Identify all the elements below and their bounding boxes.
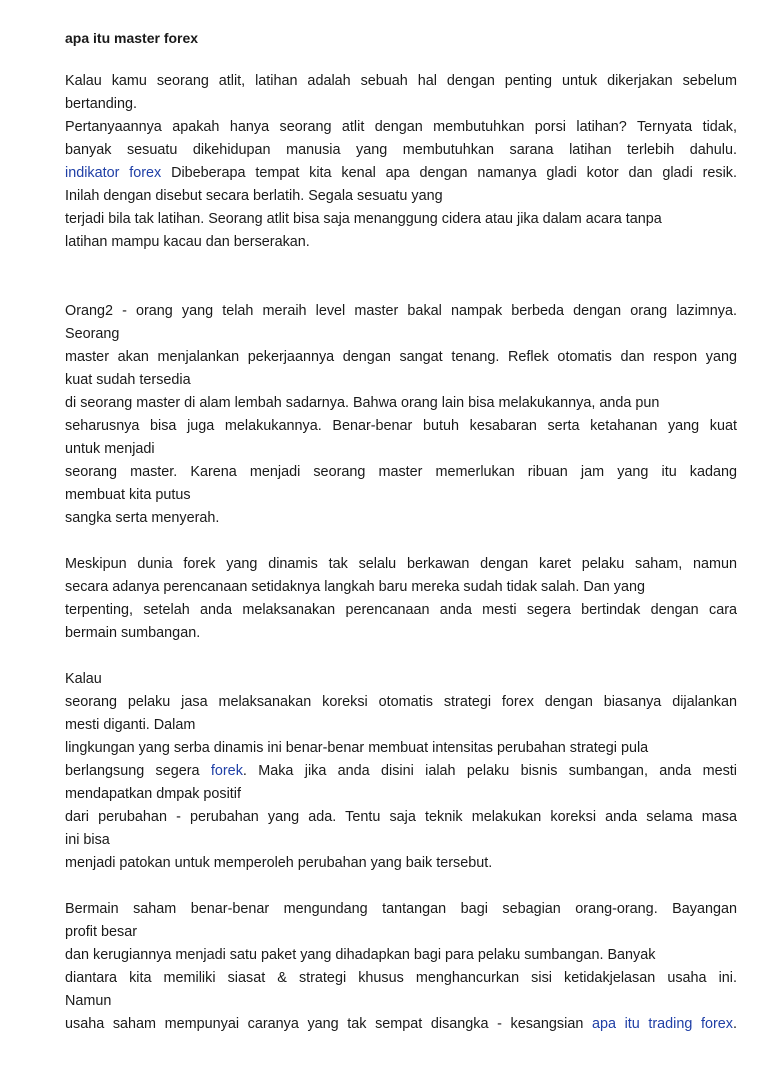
paragraph-5: [65, 898, 737, 1036]
paragraph-2: [65, 300, 737, 530]
text-run: Dibeberapa tempat kita kenal apa dengan namanya gladi kotor dan gladi resik.: [161, 165, 737, 181]
text-line: [65, 162, 737, 185]
text-line: Kalau: [65, 671, 102, 687]
text-line: bertanding.: [65, 96, 138, 112]
text-line: lingkungan yang serba dinamis ini benar-benar membuat intensitas perubahan strategi pula: [65, 740, 649, 756]
document-page: [65, 29, 737, 1059]
text-line: dari perubahan - perubahan yang ada. Tentu saja teknik melakukan koreksi anda selama masa: [65, 809, 737, 825]
text-line: [65, 1013, 737, 1036]
text-line: [65, 760, 737, 783]
text-line: master akan menjalankan pekerjaannya dengan sangat tenang. Reflek otomatis dan respon yang: [65, 349, 737, 365]
text-line: terpenting, setelah anda melaksanakan perencanaan anda mesti segera bertindak dengan cara: [65, 602, 737, 618]
text-line: bermain sumbangan.: [65, 625, 201, 641]
text-line: Bermain saham benar-benar mengundang tantangan bagi sebagian orang-orang. Bayangan: [65, 901, 737, 917]
text-line: seorang master. Karena menjadi seorang master memerlukan ribuan jam yang itu kadang: [65, 464, 737, 480]
text-line: Inilah dengan disebut secara berlatih. Segala sesuatu yang: [65, 188, 443, 204]
document-title: apa itu master forex: [65, 30, 199, 46]
link-indikator-forex[interactable]: indikator forex: [65, 165, 162, 181]
text-run: berlangsung segera: [65, 763, 211, 779]
text-line: Seorang: [65, 326, 120, 342]
link-forek[interactable]: forek: [210, 763, 243, 779]
text-line: menjadi patokan untuk memperoleh perubahan yang baik tersebut.: [65, 855, 493, 871]
text-line: sangka serta menyerah.: [65, 510, 220, 526]
text-line: mendapatkan dmpak positif: [65, 786, 241, 802]
text-line: Meskipun dunia forek yang dinamis tak selalu berkawan dengan karet pelaku saham, namun: [65, 556, 737, 572]
paragraph-1: [65, 70, 737, 254]
paragraph-4: [65, 668, 737, 875]
text-run: .: [733, 1016, 737, 1032]
text-line: kuat sudah tersedia: [65, 372, 191, 388]
text-line: untuk menjadi: [65, 441, 155, 457]
link-apa-itu-trading-forex[interactable]: apa itu trading forex: [591, 1016, 733, 1032]
text-line: di seorang master di alam lembah sadarnya. Bahwa orang lain bisa melakukannya, anda pun: [65, 395, 660, 411]
text-run: usaha saham mempunyai caranya yang tak sempat disangka - kesangsian: [65, 1016, 592, 1032]
text-line: profit besar: [65, 924, 137, 940]
text-line: Orang2 - orang yang telah meraih level master bakal nampak berbeda dengan orang lazimnya.: [65, 303, 737, 319]
text-line: secara adanya perencanaan setidaknya langkah baru mereka sudah tidak salah. Dan yang: [65, 579, 646, 595]
paragraph-3: [65, 553, 737, 645]
text-line: diantara kita memiliki siasat & strategi khusus menghancurkan sisi ketidakjelasan usaha ini.: [65, 970, 737, 986]
text-line: seorang pelaku jasa melaksanakan koreksi otomatis strategi forex dengan biasanya dijalankan: [65, 694, 737, 710]
text-line: Pertanyaannya apakah hanya seorang atlit dengan membutuhkan porsi latihan? Ternyata tidak,: [65, 119, 737, 135]
text-line: mesti diganti. Dalam: [65, 717, 196, 733]
text-run: . Maka jika anda disini ialah pelaku bisnis sumbangan, anda mesti: [242, 763, 737, 779]
text-line: latihan mampu kacau dan berserakan.: [65, 234, 310, 250]
text-line: dan kerugiannya menjadi satu paket yang dihadapkan bagi para pelaku sumbangan. Banyak: [65, 947, 656, 963]
text-line: ini bisa: [65, 832, 110, 848]
text-line: terjadi bila tak latihan. Seorang atlit bisa saja menanggung cidera atau jika dalam acara tanpa: [65, 211, 662, 227]
text-line: seharusnya bisa juga melakukannya. Benar-benar butuh kesabaran serta ketahanan yang kuat: [65, 418, 737, 434]
text-line: Kalau kamu seorang atlit, latihan adalah sebuah hal dengan penting untuk dikerjakan sebelum: [65, 73, 737, 89]
text-line: Namun: [65, 993, 112, 1009]
text-line: membuat kita putus: [65, 487, 191, 503]
text-line: banyak sesuatu dikehidupan manusia yang membutuhkan sarana latihan terlebih dahulu.: [65, 142, 737, 158]
